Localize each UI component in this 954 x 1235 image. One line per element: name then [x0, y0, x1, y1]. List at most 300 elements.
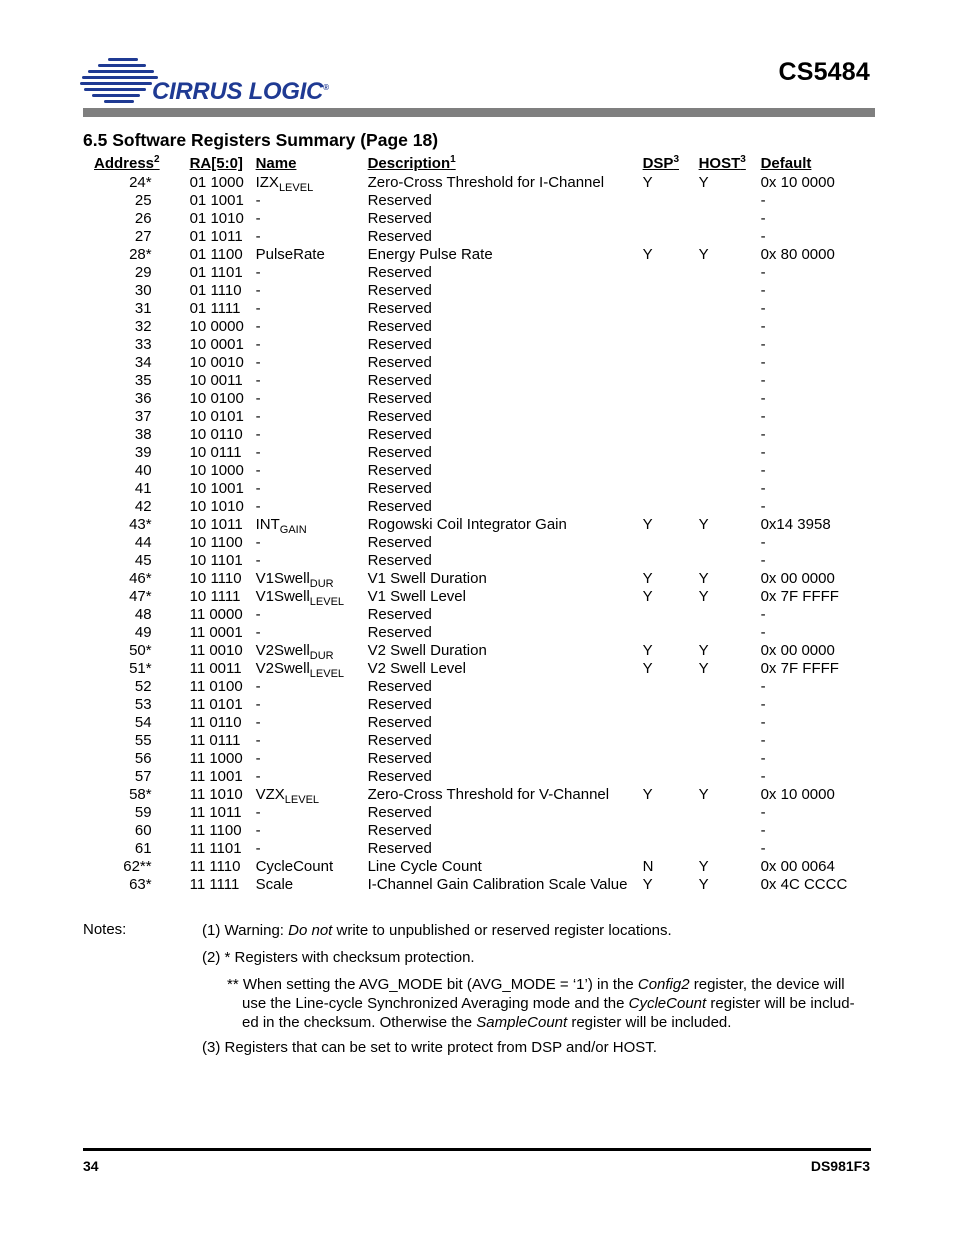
cell-dsp — [643, 228, 699, 246]
cell-default: - — [760, 552, 766, 569]
cell-ra: 11 0010 — [189, 642, 243, 659]
cell-description: Reserved — [367, 696, 432, 713]
cell-default: - — [760, 606, 766, 623]
cell-dsp — [643, 552, 699, 570]
cell-dsp — [643, 462, 699, 480]
cell-default: - — [760, 732, 766, 749]
cell-name: - — [255, 300, 261, 317]
cell-description: Reserved — [367, 192, 432, 209]
cell-address: 56 — [134, 750, 152, 767]
table-row — [90, 300, 871, 318]
cell-ra: 10 1100 — [189, 534, 243, 551]
cell-ra: 11 1000 — [189, 750, 243, 767]
cell-host — [699, 678, 761, 696]
column-header-name: Name — [255, 155, 297, 172]
cell-ra: 11 0001 — [189, 624, 243, 641]
cell-default: - — [760, 822, 766, 839]
cell-name: - — [255, 264, 261, 281]
cell-ra: 01 1011 — [189, 228, 243, 245]
cell-dsp — [643, 444, 699, 462]
cell-name: V1Swell$_{DUR}$ — [255, 570, 334, 590]
cell-address: 59 — [134, 804, 152, 821]
cell-name: - — [255, 426, 261, 443]
cell-name: V1Swell$_{LEVEL}$ — [255, 588, 345, 608]
table-row — [90, 786, 871, 804]
cell-address: 47* — [129, 588, 152, 605]
cell-ra: 01 1111 — [189, 300, 241, 317]
cell-description: Reserved — [367, 444, 432, 461]
cell-dsp: Y — [642, 588, 653, 605]
cell-dsp — [643, 282, 699, 300]
cell-address: 46* — [129, 570, 152, 587]
cell-address: 43* — [129, 516, 152, 533]
cell-dsp: Y — [642, 246, 653, 263]
cell-host — [699, 264, 761, 282]
cell-default: - — [760, 390, 766, 407]
cell-host — [699, 750, 761, 768]
cell-description: I-Channel Gain Calibration Scale Value — [367, 876, 628, 893]
table-row — [90, 804, 871, 822]
table-row — [90, 192, 871, 210]
cell-name: - — [255, 192, 261, 209]
note-3: (3) Registers that can be set to write protect from DSP and/or HOST. — [202, 1039, 657, 1056]
cell-address: 48 — [134, 606, 152, 623]
cell-name: - — [255, 714, 261, 731]
cell-address: 38 — [134, 426, 152, 443]
cell-ra: 01 1101 — [189, 264, 243, 281]
cell-address: 25 — [134, 192, 152, 209]
cell-description: Reserved — [367, 606, 432, 623]
cell-description: Reserved — [367, 390, 432, 407]
cell-description: Reserved — [367, 498, 432, 515]
cell-name: - — [255, 534, 261, 551]
cell-dsp — [643, 498, 699, 516]
table-row — [90, 588, 871, 606]
table-header-row — [90, 155, 871, 174]
cell-default: - — [760, 210, 766, 227]
cell-dsp — [643, 624, 699, 642]
page-number: 34 — [83, 1158, 99, 1174]
column-header-default: Default — [760, 155, 812, 172]
cell-host: Y — [698, 516, 709, 533]
cell-host — [699, 372, 761, 390]
table-row — [90, 840, 871, 858]
cell-dsp — [643, 534, 699, 552]
cell-address: 37 — [134, 408, 152, 425]
cell-name: - — [255, 354, 261, 371]
cell-default: 0x 00 0000 — [760, 642, 835, 659]
cell-dsp: Y — [642, 876, 653, 893]
table-body — [90, 174, 871, 894]
cell-address: 40 — [134, 462, 152, 479]
cell-default: - — [760, 354, 766, 371]
cell-description: Rogowski Coil Integrator Gain — [367, 516, 567, 533]
table-row — [90, 768, 871, 786]
table-row — [90, 732, 871, 750]
cell-description: Reserved — [367, 840, 432, 857]
cell-host: Y — [698, 642, 709, 659]
cell-dsp — [643, 678, 699, 696]
cell-description: Reserved — [367, 804, 432, 821]
name-subscript: LEVEL — [309, 668, 345, 680]
cell-ra: 10 1000 — [189, 462, 244, 479]
cell-description: Reserved — [367, 768, 432, 785]
cell-ra: 11 0110 — [189, 714, 242, 731]
cell-name: - — [255, 336, 261, 353]
cell-host: Y — [698, 786, 709, 803]
column-header-host: HOST$^3$ — [698, 154, 746, 172]
cell-ra: 10 0111 — [189, 444, 242, 461]
note-1: (1) Warning: Do not write to unpublished or reserved register locations. — [202, 922, 672, 939]
cell-address: 39 — [134, 444, 152, 461]
cell-ra: 10 0000 — [189, 318, 244, 335]
cell-description: Reserved — [367, 462, 432, 479]
table-row — [90, 516, 871, 534]
cell-default: 0x 00 0064 — [760, 858, 835, 875]
cell-dsp — [643, 336, 699, 354]
cell-host — [699, 552, 761, 570]
cell-host — [699, 300, 761, 318]
cell-default: - — [760, 426, 766, 443]
table-row — [90, 642, 871, 660]
cell-address: 41 — [134, 480, 152, 497]
table-row — [90, 552, 871, 570]
table-row — [90, 696, 871, 714]
cell-default: - — [760, 264, 766, 281]
cell-default: - — [760, 336, 766, 353]
cell-host: Y — [698, 660, 709, 677]
cell-default: 0x 00 0000 — [760, 570, 835, 587]
cell-name: - — [255, 444, 261, 461]
cell-host: Y — [698, 174, 709, 191]
cell-address: 45 — [134, 552, 152, 569]
cell-name: - — [255, 480, 261, 497]
table-row — [90, 282, 871, 300]
cell-address: 63* — [129, 876, 152, 893]
cell-name: - — [255, 804, 261, 821]
cell-description: Reserved — [367, 426, 432, 443]
cell-description: Reserved — [367, 732, 432, 749]
cell-name: - — [255, 372, 261, 389]
cell-host — [699, 390, 761, 408]
cell-ra: 01 1100 — [189, 246, 243, 263]
name-subscript: DUR — [309, 650, 334, 662]
cell-address: 57 — [134, 768, 152, 785]
cell-ra: 11 1010 — [189, 786, 243, 803]
cell-default: - — [760, 480, 766, 497]
cell-description: Reserved — [367, 678, 432, 695]
cell-host — [699, 768, 761, 786]
column-header-description: Description$^1$ — [367, 154, 456, 172]
cell-ra: 11 1001 — [189, 768, 243, 785]
cell-dsp: N — [642, 858, 654, 875]
cell-default: 0x 10 0000 — [760, 786, 835, 803]
cell-name: - — [255, 282, 261, 299]
cell-ra: 10 0001 — [189, 336, 244, 353]
cell-dsp: Y — [642, 570, 653, 587]
cell-ra: 10 0010 — [189, 354, 244, 371]
cell-host — [699, 354, 761, 372]
column-header-dsp: DSP$^3$ — [642, 154, 679, 172]
table-row — [90, 372, 871, 390]
cell-name: - — [255, 624, 261, 641]
cell-default: - — [760, 696, 766, 713]
cell-ra: 10 1001 — [189, 480, 244, 497]
cell-ra: 10 1010 — [189, 498, 244, 515]
cell-default: 0x 4C CCCC — [760, 876, 848, 893]
cell-address: 55 — [134, 732, 152, 749]
cell-address: 42 — [134, 498, 152, 515]
table-row — [90, 264, 871, 282]
cell-dsp — [643, 822, 699, 840]
cell-dsp — [643, 192, 699, 210]
cell-dsp — [643, 480, 699, 498]
cell-dsp — [643, 696, 699, 714]
cell-ra: 11 1111 — [189, 876, 240, 893]
table-row — [90, 606, 871, 624]
cell-address: 54 — [134, 714, 152, 731]
cell-default: 0x 80 0000 — [760, 246, 835, 263]
table-row — [90, 858, 871, 876]
cell-address: 58* — [129, 786, 152, 803]
cell-host — [699, 534, 761, 552]
cell-host: Y — [698, 570, 709, 587]
cell-host — [699, 336, 761, 354]
column-header-ra: RA[5:0] — [189, 155, 243, 172]
cell-default: - — [760, 228, 766, 245]
cell-default: - — [760, 318, 766, 335]
table-row — [90, 480, 871, 498]
table-row — [90, 714, 871, 732]
cell-address: 24* — [129, 174, 152, 191]
cell-address: 29 — [134, 264, 152, 281]
cell-ra: 10 1110 — [189, 570, 242, 587]
cell-ra: 11 0000 — [189, 606, 243, 623]
table-row — [90, 228, 871, 246]
cell-address: 61 — [134, 840, 152, 857]
cell-name: - — [255, 552, 261, 569]
cell-dsp — [643, 606, 699, 624]
cell-host — [699, 210, 761, 228]
name-subscript: GAIN — [279, 524, 307, 536]
cell-ra: 10 1111 — [189, 588, 241, 605]
cell-host — [699, 480, 761, 498]
cell-ra: 11 1110 — [189, 858, 241, 875]
cell-description: V2 Swell Level — [367, 660, 466, 677]
cell-default: - — [760, 678, 766, 695]
cell-dsp — [643, 768, 699, 786]
cell-description: Reserved — [367, 336, 432, 353]
cell-ra: 10 1101 — [189, 552, 243, 569]
cell-address: 28* — [129, 246, 152, 263]
logo-wordmark: CIRRUS LOGIC® — [152, 78, 329, 105]
notes-label: Notes: — [83, 921, 127, 938]
part-number: CS5484 — [778, 58, 870, 86]
cell-default: - — [760, 804, 766, 821]
cell-address: 51* — [129, 660, 152, 677]
cell-ra: 11 1101 — [189, 840, 242, 857]
cell-ra: 11 0101 — [189, 696, 243, 713]
cell-name: - — [255, 840, 261, 857]
cell-host — [699, 804, 761, 822]
table-row — [90, 426, 871, 444]
cell-default: - — [760, 372, 766, 389]
cell-name: - — [255, 228, 261, 245]
cell-description: Reserved — [367, 714, 432, 731]
cell-default: - — [760, 300, 766, 317]
cell-host — [699, 606, 761, 624]
cell-dsp — [643, 300, 699, 318]
cell-description: Reserved — [367, 264, 432, 281]
cell-address: 35 — [134, 372, 152, 389]
cell-dsp — [643, 714, 699, 732]
column-header-address: Address$^2$ — [94, 154, 160, 172]
cell-default: 0x14 3958 — [760, 516, 831, 533]
cell-name: - — [255, 210, 261, 227]
cell-default: - — [760, 768, 766, 785]
header-rule — [83, 108, 875, 117]
name-subscript: LEVEL — [284, 794, 320, 806]
table-row — [90, 246, 871, 264]
cell-dsp — [643, 372, 699, 390]
name-subscript: DUR — [309, 578, 334, 590]
cell-host — [699, 228, 761, 246]
cell-ra: 10 0101 — [189, 408, 244, 425]
cell-address: 36 — [134, 390, 152, 407]
cell-address: 33 — [134, 336, 152, 353]
cell-address: 53 — [134, 696, 152, 713]
cell-dsp: Y — [642, 174, 653, 191]
cell-host: Y — [698, 246, 709, 263]
table-row — [90, 336, 871, 354]
cell-ra: 11 1011 — [189, 804, 242, 821]
cell-description: Energy Pulse Rate — [367, 246, 493, 263]
table-row — [90, 570, 871, 588]
cell-description: Reserved — [367, 300, 432, 317]
cell-default: - — [760, 750, 766, 767]
cell-address: 44 — [134, 534, 152, 551]
cell-host — [699, 318, 761, 336]
cell-address: 60 — [134, 822, 152, 839]
cell-dsp — [643, 390, 699, 408]
cell-address: 50* — [129, 642, 152, 659]
cell-address: 31 — [134, 300, 152, 317]
table-row — [90, 444, 871, 462]
cell-description: Zero-Cross Threshold for V-Channel — [367, 786, 610, 803]
cell-name: - — [255, 606, 261, 623]
cell-host — [699, 462, 761, 480]
cell-default: - — [760, 624, 766, 641]
cell-host — [699, 696, 761, 714]
cell-host — [699, 840, 761, 858]
cell-host: Y — [698, 858, 709, 875]
cell-name: - — [255, 318, 261, 335]
cell-name: - — [255, 390, 261, 407]
cell-description: Reserved — [367, 354, 432, 371]
cell-host — [699, 282, 761, 300]
table-row — [90, 822, 871, 840]
cell-dsp — [643, 264, 699, 282]
cell-name: - — [255, 678, 261, 695]
cell-default: - — [760, 462, 766, 479]
cell-host — [699, 714, 761, 732]
cell-dsp — [643, 750, 699, 768]
cell-default: - — [760, 192, 766, 209]
cell-ra: 10 1011 — [189, 516, 243, 533]
cell-dsp — [643, 732, 699, 750]
cell-description: Reserved — [367, 480, 432, 497]
cell-host: Y — [698, 876, 709, 893]
cell-name: Scale — [255, 876, 294, 893]
cell-ra: 11 0100 — [189, 678, 243, 695]
table-row — [90, 210, 871, 228]
cell-host — [699, 192, 761, 210]
table-row — [90, 534, 871, 552]
cell-default: - — [760, 498, 766, 515]
register-summary-table — [90, 155, 871, 894]
cell-default: - — [760, 444, 766, 461]
cell-host — [699, 408, 761, 426]
cell-description: Reserved — [367, 750, 432, 767]
document-id: DS981F3 — [810, 1158, 870, 1174]
table-row — [90, 678, 871, 696]
cell-name: V2Swell$_{DUR}$ — [255, 642, 334, 662]
cell-address: 62** — [123, 858, 152, 875]
cell-description: Reserved — [367, 210, 432, 227]
cell-ra: 11 0011 — [189, 660, 242, 677]
cell-ra: 01 1010 — [189, 210, 244, 227]
table-row — [90, 498, 871, 516]
cell-address: 30 — [134, 282, 152, 299]
cell-description: Line Cycle Count — [367, 858, 482, 875]
cell-name: CycleCount — [255, 858, 334, 875]
table-row — [90, 660, 871, 678]
cell-name: - — [255, 462, 261, 479]
cell-dsp: Y — [642, 786, 653, 803]
cell-description: Reserved — [367, 624, 432, 641]
cell-default: - — [760, 408, 766, 425]
table-row — [90, 462, 871, 480]
cell-name: PulseRate — [255, 246, 325, 263]
cell-default: 0x 7F FFFF — [760, 660, 839, 677]
table-row — [90, 318, 871, 336]
name-subscript: LEVEL — [278, 182, 314, 194]
cell-description: V2 Swell Duration — [367, 642, 487, 659]
cell-address: 26 — [134, 210, 152, 227]
table-row — [90, 174, 871, 192]
cell-ra: 01 1110 — [189, 282, 242, 299]
cell-description: Reserved — [367, 318, 432, 335]
table-row — [90, 750, 871, 768]
cell-host — [699, 732, 761, 750]
cell-host — [699, 426, 761, 444]
cell-description: Reserved — [367, 372, 432, 389]
cell-ra: 11 0111 — [189, 732, 241, 749]
cell-address: 49 — [134, 624, 152, 641]
cell-address: 32 — [134, 318, 152, 335]
cell-ra: 10 0110 — [189, 426, 243, 443]
cell-name: $INT_{GAIN}$ — [255, 516, 307, 536]
cell-description: V1 Swell Level — [367, 588, 466, 605]
cell-description: Reserved — [367, 282, 432, 299]
cell-description: Zero-Cross Threshold for I-Channel — [367, 174, 605, 191]
cell-default: 0x 7F FFFF — [760, 588, 839, 605]
cell-ra: 10 0100 — [189, 390, 244, 407]
cell-default: - — [760, 282, 766, 299]
table-row — [90, 390, 871, 408]
table-row — [90, 408, 871, 426]
cell-name: V2Swell$_{LEVEL}$ — [255, 660, 345, 680]
